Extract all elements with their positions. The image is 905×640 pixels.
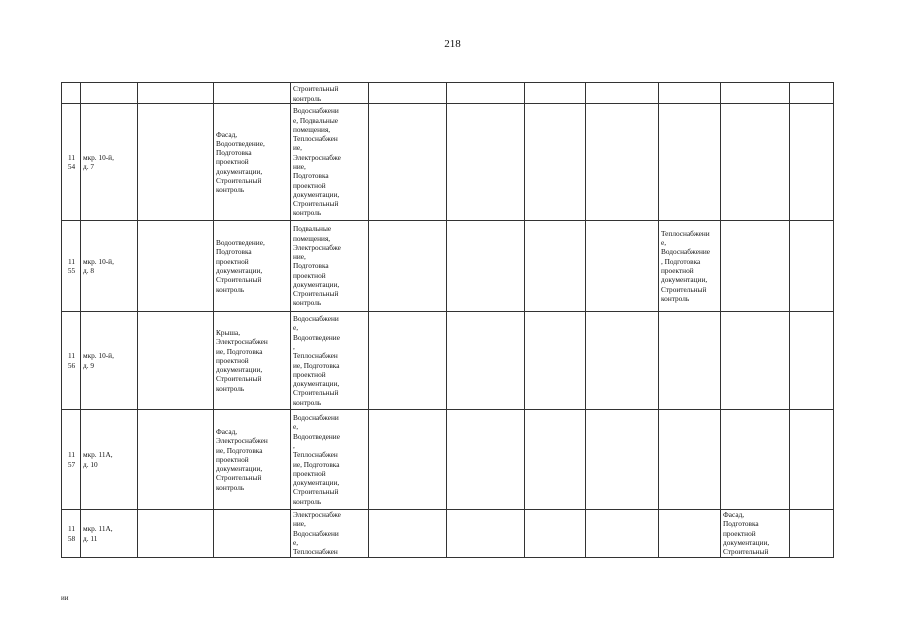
work-cell-8	[659, 104, 721, 221]
work-cell-9	[721, 221, 790, 312]
footer-mark: ии	[61, 594, 69, 602]
work-cell-7	[586, 104, 659, 221]
work-cell-5	[447, 510, 525, 558]
cell-text: Фасад, Водоотведение, Подготовка проектной документации, Строительный контроль	[216, 129, 265, 195]
table-row	[62, 312, 834, 410]
cell-text: Электроснабже ние, Водоснабжени е, Теплоснабжен	[293, 510, 341, 557]
work-cell-2	[214, 312, 291, 410]
work-cell-5	[447, 312, 525, 410]
work-cell-2	[214, 83, 291, 104]
work-cell-6	[525, 410, 586, 510]
work-cell-8	[659, 510, 721, 558]
work-cell-4	[369, 104, 447, 221]
work-cell-9	[721, 510, 790, 558]
cell-text: Водоснабжени е, Водоотведение , Теплоснабжен ие, Подготовка проектной документации, Строительный контроль	[293, 413, 340, 506]
work-cell-4	[369, 510, 447, 558]
work-cell-8	[659, 312, 721, 410]
cell-text: 11 54	[67, 152, 76, 171]
row-number-cell	[62, 410, 81, 510]
work-cell-6	[525, 312, 586, 410]
work-cell-6	[525, 104, 586, 221]
work-cell-3	[291, 410, 369, 510]
work-cell-7	[586, 410, 659, 510]
repair-schedule-table	[61, 82, 834, 558]
work-cell-5	[447, 104, 525, 221]
table-row	[62, 221, 834, 312]
work-cell-9	[721, 104, 790, 221]
row-number-cell	[62, 221, 81, 312]
work-cell-1	[138, 83, 214, 104]
address-cell	[81, 312, 138, 410]
work-cell-6	[525, 221, 586, 312]
cell-text: 11 56	[67, 351, 76, 370]
work-cell-3	[291, 104, 369, 221]
cell-text: Подвальные помещения, Электроснабже ние, Подготовка проектной документации, Строительный контроль	[293, 224, 341, 308]
work-cell-1	[138, 410, 214, 510]
work-cell-9	[721, 83, 790, 104]
address-cell	[81, 221, 138, 312]
cell-text: мкр. 11А, д. 11	[83, 524, 113, 543]
work-cell-3	[291, 83, 369, 104]
row-number-cell	[62, 104, 81, 221]
work-cell-2	[214, 410, 291, 510]
work-cell-7	[586, 221, 659, 312]
work-cell-10	[790, 104, 834, 221]
cell-text: Водоотведение, Подготовка проектной документации, Строительный контроль	[216, 238, 265, 294]
work-cell-10	[790, 312, 834, 410]
cell-text: Фасад, Подготовка проектной документации, Строительный	[723, 510, 770, 557]
work-cell-3	[291, 510, 369, 558]
cell-text: Теплоснабжени е, Водоснабжение , Подготовка проектной документации, Строительный контроль	[661, 228, 710, 303]
work-cell-5	[447, 83, 525, 104]
work-cell-4	[369, 221, 447, 312]
row-number-cell	[62, 510, 81, 558]
address-cell	[81, 104, 138, 221]
cell-text: 11 55	[67, 256, 76, 275]
table-row	[62, 104, 834, 221]
cell-text: 11 58	[67, 524, 76, 543]
work-cell-7	[586, 312, 659, 410]
work-cell-2	[214, 221, 291, 312]
work-cell-1	[138, 221, 214, 312]
address-cell	[81, 83, 138, 104]
work-cell-2	[214, 510, 291, 558]
row-number-cell	[62, 83, 81, 104]
work-cell-9	[721, 312, 790, 410]
cell-text: Водоснабжени е, Водоотведение , Теплоснабжен ие, Подготовка проектной документации, Строительный контроль	[293, 314, 340, 407]
address-cell	[81, 410, 138, 510]
work-cell-9	[721, 410, 790, 510]
table-body	[62, 83, 834, 558]
work-cell-1	[138, 510, 214, 558]
cell-text: 11 57	[67, 450, 76, 469]
table-row	[62, 83, 834, 104]
work-cell-8	[659, 410, 721, 510]
work-cell-10	[790, 410, 834, 510]
work-cell-10	[790, 83, 834, 104]
table-row	[62, 510, 834, 558]
work-cell-10	[790, 510, 834, 558]
cell-text: Строительный контроль	[293, 84, 339, 103]
cell-text: мкр. 10-й, д. 9	[83, 351, 114, 370]
work-cell-6	[525, 83, 586, 104]
work-cell-7	[586, 510, 659, 558]
work-cell-4	[369, 410, 447, 510]
work-cell-2	[214, 104, 291, 221]
work-cell-3	[291, 221, 369, 312]
cell-text: мкр. 10-й, д. 8	[83, 256, 114, 275]
work-cell-1	[138, 104, 214, 221]
cell-text: Водоснабжени е, Подвальные помещения, Теплоснабжен ие, Электроснабже ние, Подготовка проектной документации, Строительный контроль	[293, 106, 341, 218]
cell-text: мкр. 10-й, д. 7	[83, 152, 114, 171]
cell-text: Крыша, Электроснабжен ие, Подготовка проектной документации, Строительный контроль	[216, 328, 268, 393]
table-row	[62, 410, 834, 510]
work-cell-3	[291, 312, 369, 410]
cell-text: Фасад, Электроснабжен ие, Подготовка проектной документации, Строительный контроль	[216, 427, 268, 492]
page-number: 218	[444, 38, 461, 50]
work-cell-1	[138, 312, 214, 410]
work-cell-5	[447, 410, 525, 510]
work-cell-4	[369, 83, 447, 104]
work-cell-7	[586, 83, 659, 104]
work-cell-5	[447, 221, 525, 312]
work-cell-8	[659, 83, 721, 104]
cell-text: мкр. 11А, д. 10	[83, 450, 113, 469]
work-cell-8	[659, 221, 721, 312]
address-cell	[81, 510, 138, 558]
work-cell-10	[790, 221, 834, 312]
work-cell-4	[369, 312, 447, 410]
work-cell-6	[525, 510, 586, 558]
row-number-cell	[62, 312, 81, 410]
